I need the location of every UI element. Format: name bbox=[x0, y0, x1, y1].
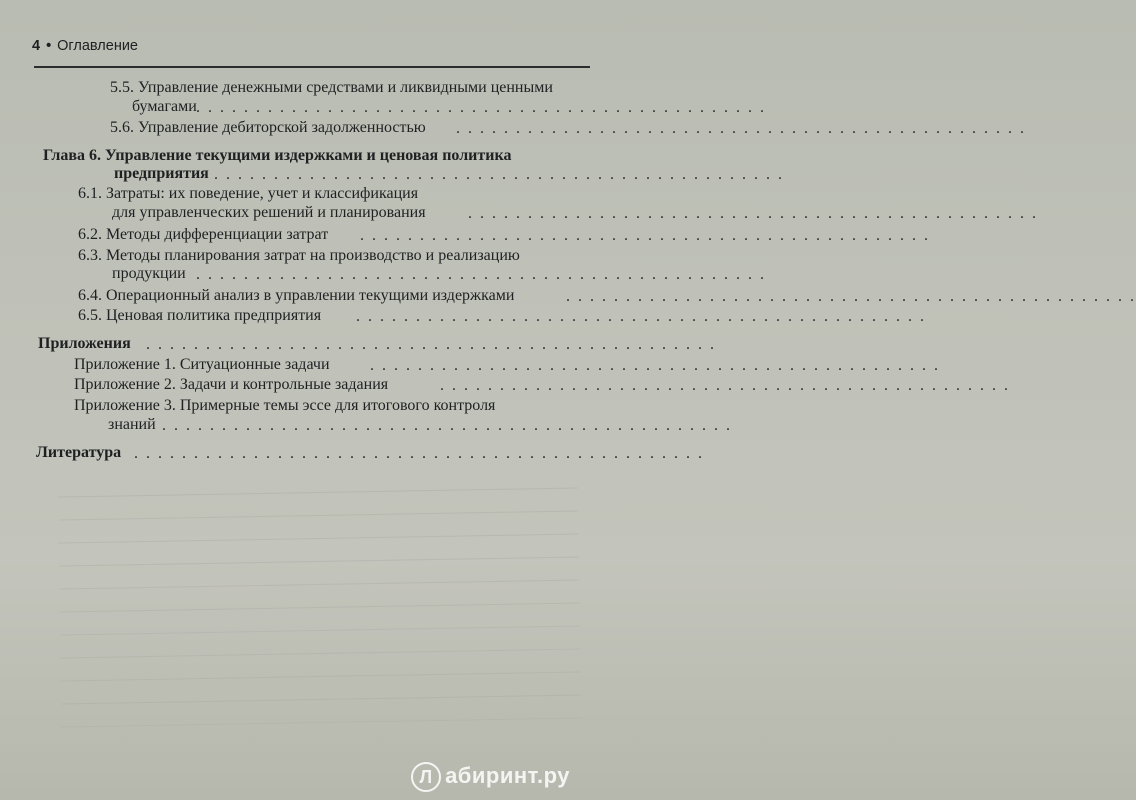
header-separator: • bbox=[46, 38, 52, 54]
header-rule bbox=[34, 66, 590, 68]
toc-appendix-1: Приложение 1. Ситуационные задачи bbox=[74, 356, 330, 373]
toc-entry-6-4: 6.4. Операционный анализ в управлении текущими издержками bbox=[78, 287, 515, 304]
toc-leader: . . . . . . . . . . . . . . . . . . . . . . . . . . . . . . . . . . . . . . . . . . . . . . . . bbox=[196, 266, 766, 283]
labirint-logo-icon: Л bbox=[411, 762, 441, 792]
toc-literature: Литература bbox=[36, 444, 122, 461]
toc-appendix-2: Приложение 2. Задачи и контрольные задания bbox=[74, 376, 389, 393]
toc-leader: . . . . . . . . . . . . . . . . . . . . . . . . . . . . . . . . . . . . . . . . . . . . . . . . bbox=[356, 308, 926, 325]
toc-appendix-3-cont: знаний bbox=[108, 416, 156, 433]
toc-entry-6-1: 6.1. Затраты: их поведение, учет и классификация bbox=[78, 185, 419, 202]
page-number: 4 bbox=[32, 38, 41, 54]
toc-leader: . . . . . . . . . . . . . . . . . . . . . . . . . . . . . . . . . . . . . . . . . . . . . . . . bbox=[134, 445, 704, 462]
toc-entry-5-5-cont: бумагами bbox=[132, 98, 197, 115]
running-header bbox=[32, 38, 592, 54]
toc-entry-6-3-cont: продукции bbox=[112, 265, 186, 282]
toc-entry-6-3: 6.3. Методы планирования затрат на производство и реализацию bbox=[78, 247, 520, 264]
toc-entry-6-1-cont: для управленческих решений и планирования bbox=[112, 204, 426, 221]
toc-leader: . . . . . . . . . . . . . . . . . . . . . . . . . . . . . . . . . . . . . . . . . . . . . . . . bbox=[162, 417, 732, 434]
toc-entry-6-2: 6.2. Методы дифференциации затрат bbox=[78, 226, 329, 243]
toc-leader: . . . . . . . . . . . . . . . . . . . . . . . . . . . . . . . . . . . . . . . . . . . . . . . . bbox=[440, 377, 1010, 394]
toc-leader: . . . . . . . . . . . . . . . . . . . . . . . . . . . . . . . . . . . . . . . . . . . . . . . . bbox=[360, 227, 930, 244]
toc-chapter-6: Глава 6. Управление текущими издержками и ценовая политика bbox=[43, 147, 512, 164]
toc-appendix-3: Приложение 3. Примерные темы эссе для итогового контроля bbox=[74, 397, 496, 414]
watermark-text: абиринт.ру bbox=[445, 762, 570, 788]
toc-leader: . . . . . . . . . . . . . . . . . . . . . . . . . . . . . . . . . . . . . . . . . . . . . . . . bbox=[370, 357, 940, 374]
toc-appendices: Приложения bbox=[38, 335, 131, 352]
labirint-watermark bbox=[411, 762, 570, 792]
toc-chapter-6-cont: предприятия bbox=[114, 165, 209, 182]
show-through-texture bbox=[57, 465, 582, 774]
toc-entry-6-5: 6.5. Ценовая политика предприятия bbox=[78, 307, 322, 324]
header-title: Оглавление bbox=[57, 38, 138, 54]
toc-leader: . . . . . . . . . . . . . . . . . . . . . . . . . . . . . . . . . . . . . . . . . . . . . . . . bbox=[566, 288, 1136, 305]
toc-entry-5-6: 5.6. Управление дебиторской задолженностью bbox=[110, 119, 426, 136]
toc-leader: . . . . . . . . . . . . . . . . . . . . . . . . . . . . . . . . . . . . . . . . . . . . . . . . bbox=[146, 336, 716, 353]
toc-leader: . . . . . . . . . . . . . . . . . . . . . . . . . . . . . . . . . . . . . . . . . . . . . . . . bbox=[468, 205, 1038, 222]
toc-leader: . . . . . . . . . . . . . . . . . . . . . . . . . . . . . . . . . . . . . . . . . . . . . . . . bbox=[214, 166, 784, 183]
toc-leader: . . . . . . . . . . . . . . . . . . . . . . . . . . . . . . . . . . . . . . . . . . . . . . . . bbox=[456, 120, 1026, 137]
toc-entry-5-5: 5.5. Управление денежными средствами и ликвидными ценными bbox=[110, 79, 553, 96]
toc-leader: . . . . . . . . . . . . . . . . . . . . . . . . . . . . . . . . . . . . . . . . . . . . . . . . bbox=[196, 99, 766, 116]
